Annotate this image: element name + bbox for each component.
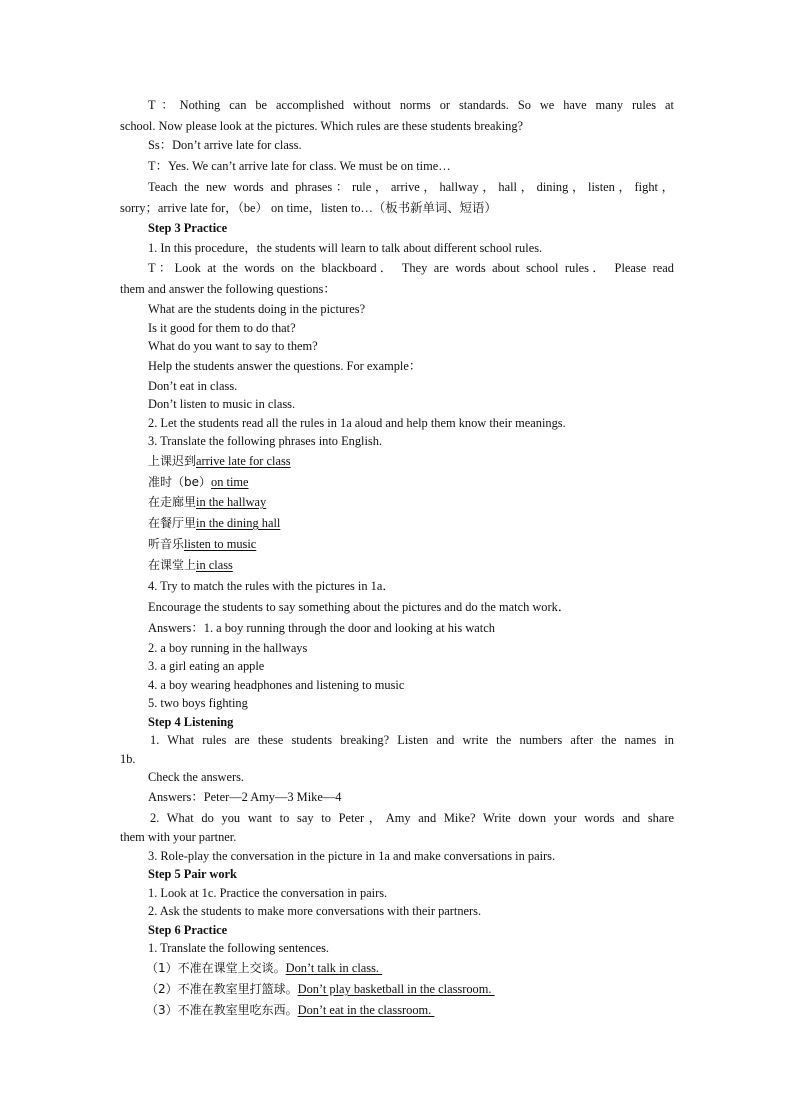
question-2: Is it good for them to do that? xyxy=(148,321,296,335)
phrase-english-answer: listen to music xyxy=(184,537,257,551)
intro-teacher-line-2: school. Now please look at the pictures. Which rules are these students breaking? xyxy=(120,119,524,133)
question-1: What are the students doing in the pictures? xyxy=(148,302,366,316)
answer-5: 5. two boys fighting xyxy=(148,696,248,710)
sentence-english-answer: Don’t eat in the classroom. xyxy=(297,1003,435,1017)
step-4-item-3: 3. Role-play the conversation in the picture in 1a and make conversations in pairs. xyxy=(148,849,556,863)
phrase-row xyxy=(148,536,256,552)
step-6-heading: Step 6 Practice xyxy=(148,923,228,937)
translation-sentence xyxy=(146,1002,434,1018)
phrase-chinese: 听音乐 xyxy=(148,537,185,551)
sentence-chinese: （2）不准在教室里打篮球。 xyxy=(146,982,298,996)
phrase-chinese: 在餐厅里 xyxy=(148,516,197,530)
step-4-item-1-line-1: 1. What rules are these students breaking? Listen and write the numbers after the names in xyxy=(150,733,674,747)
step-4-item-2-line-1: 2. What do you want to say to Peter，Amy and Mike? Write down your words and share xyxy=(150,811,674,825)
step-3-teacher-line-2: them and answer the following questions： xyxy=(120,282,336,296)
step-5-item-2: 2. Ask the students to make more conversations with their partners. xyxy=(148,904,482,918)
teacher-reply: T：Yes. We can’t arrive late for class. We must be on time… xyxy=(148,159,451,173)
phrase-english-answer: in the hallway xyxy=(196,495,267,509)
phrase-row xyxy=(148,515,280,531)
phrase-english-answer: arrive late for class xyxy=(196,454,291,468)
translation-sentence xyxy=(146,960,382,976)
phrase-chinese: 在课堂上 xyxy=(148,558,197,572)
teach-words-line-1: Teach the new words and phrases：rule，arrive，hallway，hall，dining，listen，fight， xyxy=(148,180,674,194)
phrase-chinese: 准时（be） xyxy=(148,475,212,489)
step-3-item-1: 1. In this procedure，the students will learn to talk about different school rules. xyxy=(148,241,543,255)
students-reply: Ss：Don’t arrive late for class. xyxy=(148,138,302,152)
sentence-chinese: （3）不准在教室里吃东西。 xyxy=(146,1003,298,1017)
help-instruction: Help the students answer the questions. For example： xyxy=(148,359,422,373)
answer-1: Answers：1. a boy running through the door and looking at his watch xyxy=(148,621,495,635)
phrase-row xyxy=(148,557,233,573)
check-answers: Check the answers. xyxy=(148,770,244,784)
listening-answers: Answers：Peter—2 Amy—3 Mike—4 xyxy=(148,790,342,804)
intro-teacher-line-1: T：Nothing can be accomplished without norms or standards. So we have many rules at xyxy=(148,98,674,112)
step-5-item-1: 1. Look at 1c. Practice the conversation in pairs. xyxy=(148,886,388,900)
step-3-heading: Step 3 Practice xyxy=(148,221,228,235)
phrase-chinese: 在走廊里 xyxy=(148,495,197,509)
teach-words-line-2: sorry；arrive late for，（be） on time，listen to…（板书新单词、短语） xyxy=(120,201,497,215)
answer-2: 2. a boy running in the hallways xyxy=(148,641,308,655)
sentence-english-answer: Don’t talk in class. xyxy=(285,961,383,975)
step-4-heading: Step 4 Listening xyxy=(148,715,234,729)
phrase-english-answer: on time xyxy=(211,475,249,489)
step-3-item-3: 3. Translate the following phrases into English. xyxy=(148,434,383,448)
phrase-chinese: 上课迟到 xyxy=(148,454,197,468)
step-4-item-2-line-2: them with your partner. xyxy=(120,830,237,844)
sentence-english-answer: Don’t play basketball in the classroom. xyxy=(297,982,495,996)
example-2: Don’t listen to music in class. xyxy=(148,397,296,411)
encourage-instruction: Encourage the students to say something about the pictures and do the match work． xyxy=(148,600,571,614)
step-5-heading: Step 5 Pair work xyxy=(148,867,237,881)
phrase-english-answer: in the dining hall xyxy=(196,516,281,530)
phrase-english-answer: in class xyxy=(196,558,233,572)
phrase-row xyxy=(148,494,266,510)
example-1: Don’t eat in class. xyxy=(148,379,238,393)
step-3-teacher-line-1: T：Look at the words on the blackboard． They are words about school rules． Please read xyxy=(148,261,674,275)
step-3-item-4: 4. Try to match the rules with the pictures in 1a． xyxy=(148,579,395,593)
step-6-item-1: 1. Translate the following sentences. xyxy=(148,941,330,955)
translation-sentence xyxy=(146,981,495,997)
step-4-item-1-line-2: 1b. xyxy=(120,752,136,766)
answer-4: 4. a boy wearing headphones and listening to music xyxy=(148,678,405,692)
question-3: What do you want to say to them? xyxy=(148,339,318,353)
phrase-row xyxy=(148,453,291,469)
phrase-row xyxy=(148,474,249,490)
step-3-item-2: 2. Let the students read all the rules in 1a aloud and help them know their meanings. xyxy=(148,416,566,430)
sentence-chinese: （1）不准在课堂上交谈。 xyxy=(146,961,286,975)
answer-3: 3. a girl eating an apple xyxy=(148,659,265,673)
